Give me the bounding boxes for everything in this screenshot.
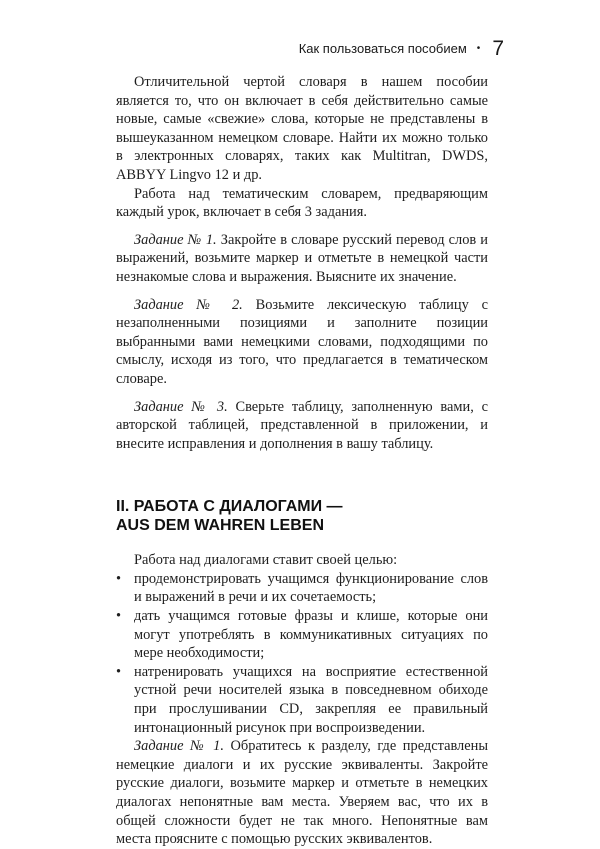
intro-paragraph-1: Отличительной чертой словаря в нашем пособии является то, что он включает в себя действительно самые новые, самые «свежие» слова, которые не представлены в вышеуказанном немецком словаре. Найти их можно только в электронных словарях, таких как Multitran, DWDS, ABBYY Lingvo 12 и др. [116,74,488,183]
section-lead: Работа над диалогами ставит своей целью: [134,552,398,569]
section-heading-line-1: II. РАБОТА С ДИАЛОГАМИ — [116,498,343,516]
task-text: Возьмите лексическую таблицу с незаполненными позициями и заполните позиции выбранными вами немецкими словами, подходящими по смыслу, исходя из того, что предлагается в тематическом словаре. [116,296,488,387]
list-item-text: дать учащимся готовые фразы и клише, которые они могут употреблять в коммуникативных ситуациях по мере необходимости; [134,608,488,662]
list-item [116,607,488,663]
running-header [299,38,504,59]
task-label: Задание № 2. [134,296,243,313]
list-item-text: натренировать учащихся на восприятие естественной устной речи носителей языка в повседневном обиходе при прослушивании CD, закрепляя ее правильный интонационный рисунок при воспроизведении. [134,663,488,736]
page-body [116,73,488,849]
section-heading-line-2: AUS DEM WAHREN LEBEN [116,517,325,535]
task-text: Обратитесь к разделу, где представлены немецкие диалоги и их русские эквиваленты. Закройте русские диалоги, возьмите маркер и отметьте в немецких диалогах непонятные вам места. Уверяем вас, что их в общей сложности будет не так много. Непонятные вам места проясните с помощью русских эквивалентов. [116,738,488,848]
task-text: Закройте в словаре русский перевод слов и выражений, возьмите маркер и отметьте в немецкой части незнакомые слова и выражения. Выясните их значение. [116,231,488,285]
bullet-marker: • [116,570,122,587]
list-item [116,663,488,737]
running-header-bullet: • [476,42,481,54]
task-label: Задание № 1. [134,231,217,248]
task-label: Задание № 3. [134,398,228,415]
task-paragraph-2 [116,296,488,389]
goals-list [116,570,488,737]
dialog-task-paragraph [116,737,488,849]
section-heading [116,497,488,535]
running-header-title: Как пользоваться пособием [298,41,467,56]
task-paragraph-3 [116,398,488,454]
list-item [116,570,488,607]
bullet-marker: • [116,608,122,625]
bullet-marker: • [116,663,122,680]
task-paragraph-1 [116,231,488,287]
list-item-text: продемонстрировать учащимся функционирование слов и выражений в речи и их сочетаемость; [134,570,488,606]
task-text: Сверьте таблицу, заполненную вами, с авторской таблицей, представленной в приложении, и внесите исправления и дополнения в вашу таблицу. [116,398,488,452]
page-number: 7 [492,37,504,60]
task-label: Задание № 1. [134,738,224,755]
intro-paragraph-2: Работа над тематическим словарем, предваряющим каждый урок, включает в себя 3 задания. [116,185,488,221]
